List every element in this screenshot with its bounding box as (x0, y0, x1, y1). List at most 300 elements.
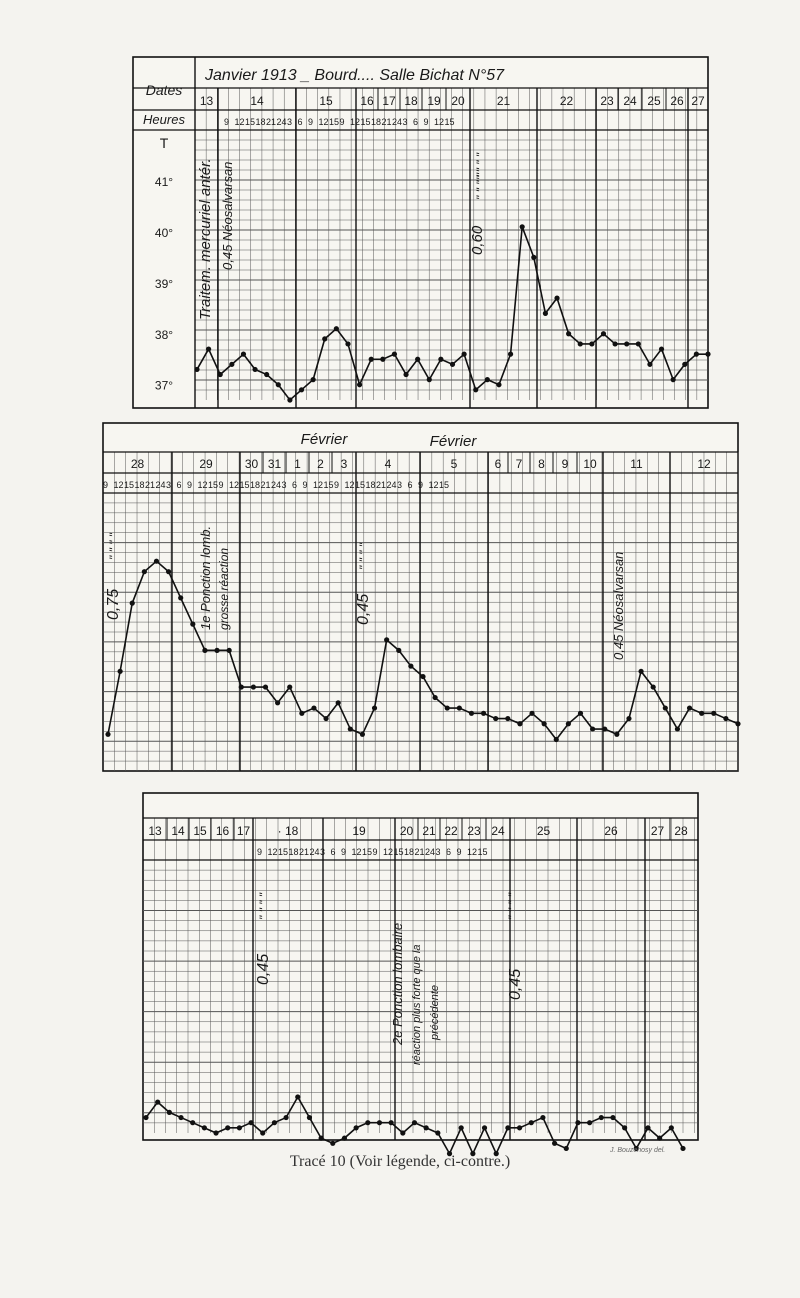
temperature-point (412, 1120, 417, 1125)
date-label: 13 (199, 94, 214, 108)
annotation-text: grosse réaction (217, 547, 231, 630)
hour-label: 15 (439, 480, 450, 490)
hour-label: 24 (271, 480, 282, 490)
hour-label: 18 (365, 480, 376, 490)
temperature-point (206, 346, 211, 351)
annotation-text: " " " " (107, 532, 121, 560)
annotation-text: 0,60 (469, 225, 486, 255)
temperature-point (323, 716, 328, 721)
hour-label: 12 (434, 117, 445, 127)
temperature-point (682, 362, 687, 367)
hour-label: 6 (413, 117, 419, 127)
hour-label: 12 (234, 117, 245, 127)
hour-label: 12 (350, 117, 361, 127)
temperature-point (311, 377, 316, 382)
temperature-point (155, 1099, 160, 1104)
annotation-text: 0,45 (507, 968, 524, 1000)
hour-label: 9 (456, 847, 462, 857)
hour-label: 3 (402, 117, 408, 127)
date-label: 23 (467, 824, 481, 838)
temperature-point (626, 716, 631, 721)
temperature-point (218, 372, 223, 377)
hour-label: 21 (414, 847, 425, 857)
temperature-point (276, 382, 281, 387)
annotation-text: " " " " (474, 172, 488, 200)
temperature-point (469, 711, 474, 716)
hour-label: 24 (386, 480, 397, 490)
temperature-point (408, 663, 413, 668)
temperature-point (659, 346, 664, 351)
temperature-point (380, 357, 385, 362)
temperature-point (445, 705, 450, 710)
temperature-point (166, 569, 171, 574)
temperature-point (687, 705, 692, 710)
temperature-point (360, 732, 365, 737)
temperature-point (694, 352, 699, 357)
date-label: 14 (250, 94, 264, 108)
hour-label: 15 (360, 117, 371, 127)
temperature-point (651, 684, 656, 689)
hour-label: 24 (155, 480, 166, 490)
annotation-text: " " " " (257, 892, 271, 920)
temperature-point (473, 387, 478, 392)
annotation-text: précédente (429, 984, 441, 1040)
hour-label: 12 (113, 480, 124, 490)
annotation-text: 0,45 (255, 953, 272, 985)
temperature-point (564, 1146, 569, 1151)
temperature-point (590, 726, 595, 731)
hour-label: 6 (176, 480, 182, 490)
date-label: 7 (515, 457, 523, 471)
temperature-point (542, 721, 547, 726)
temperature-point (647, 362, 652, 367)
temperature-point (622, 1125, 627, 1130)
temperature-point (575, 1120, 580, 1125)
hour-label: 12 (313, 480, 324, 490)
hour-label: 21 (266, 117, 277, 127)
hour-label: 9 (218, 480, 224, 490)
hour-label: 9 (187, 480, 193, 490)
date-label: 16 (360, 94, 374, 108)
temperature-point (287, 684, 292, 689)
temperature-point (735, 721, 740, 726)
date-label: 21 (422, 824, 436, 838)
temperature-point (287, 397, 292, 402)
hour-label: 15 (278, 847, 289, 857)
date-label: 25 (647, 94, 661, 108)
date-label: · 18 (277, 824, 299, 838)
temperature-point (554, 296, 559, 301)
temperature-point (578, 711, 583, 716)
hour-label: 15 (477, 847, 488, 857)
date-label: 15 (319, 94, 333, 108)
temperature-point (336, 700, 341, 705)
temperature-point (450, 362, 455, 367)
month-label: Février (429, 433, 477, 450)
hour-label: 24 (425, 847, 436, 857)
temperature-point (424, 1125, 429, 1130)
annotation-text: 1e Ponction lomb. (198, 525, 213, 630)
hour-label: 18 (371, 117, 382, 127)
y-tick-label: 37° (154, 378, 174, 393)
hour-label: 3 (287, 117, 293, 127)
hour-label: 15 (245, 117, 256, 127)
date-label: 5 (450, 457, 458, 471)
figure-caption: Tracé 10 (Voir légende, ci-contre.) (289, 1153, 511, 1170)
temperature-point (384, 637, 389, 642)
temperature-point (671, 377, 676, 382)
date-label: 29 (199, 457, 213, 471)
temperature-point (612, 341, 617, 346)
date-label: 9 (561, 457, 569, 471)
hour-label: 12 (428, 480, 439, 490)
temperature-point (403, 372, 408, 377)
temperature-point (263, 684, 268, 689)
temperature-point (587, 1120, 592, 1125)
hour-label: 6 (292, 480, 298, 490)
temperature-point (420, 674, 425, 679)
date-label: 27 (650, 824, 665, 838)
hour-label: 6 (446, 847, 452, 857)
annotation-text: " " " " (474, 152, 488, 180)
temperature-point (396, 648, 401, 653)
temperature-point (229, 362, 234, 367)
temperature-point (264, 372, 269, 377)
temperature-point (554, 737, 559, 742)
temperature-point (118, 669, 123, 674)
date-label: 13 (148, 824, 162, 838)
hour-label: 9 (341, 847, 347, 857)
hour-label: 21 (381, 117, 392, 127)
date-label: 26 (670, 94, 684, 108)
temperature-point (178, 1115, 183, 1120)
date-label: 2 (317, 457, 324, 471)
temperature-point (190, 1120, 195, 1125)
temperature-point (505, 1125, 510, 1130)
hour-label: 6 (407, 480, 413, 490)
temperature-point (311, 705, 316, 710)
temperature-point (330, 1141, 335, 1146)
annotation-text: Traitem. mercuriel antér. (197, 158, 214, 320)
temperature-point (493, 716, 498, 721)
chart-panel-middle (103, 423, 741, 771)
temperature-point (624, 341, 629, 346)
annotation-text: 0,45 (355, 593, 372, 625)
temperature-point (517, 721, 522, 726)
temperature-point (645, 1125, 650, 1130)
temperature-point (459, 1125, 464, 1130)
date-label: 14 (171, 824, 185, 838)
temperature-point (680, 1146, 685, 1151)
hour-label: 15 (355, 480, 366, 490)
hour-label: 9 (257, 847, 263, 857)
temp-header: T (159, 135, 169, 151)
temperature-point (299, 387, 304, 392)
temperature-point (237, 1125, 242, 1130)
temperature-point (599, 1115, 604, 1120)
temperature-point (529, 711, 534, 716)
y-tick-label: 38° (154, 327, 174, 342)
hour-label: 9 (423, 117, 429, 127)
hour-label: 15 (124, 480, 135, 490)
temperature-point (675, 726, 680, 731)
temperature-point (130, 601, 135, 606)
temperature-point (481, 711, 486, 716)
hour-label: 9 (224, 117, 230, 127)
temperature-point (319, 1136, 324, 1141)
temperature-point (248, 1120, 253, 1125)
hours-header: Heures (143, 112, 185, 127)
annotation-text: 2e Ponction lombaire (390, 922, 405, 1045)
hour-label: 18 (250, 480, 261, 490)
temperature-point (377, 1120, 382, 1125)
temperature-point (462, 352, 467, 357)
temperature-point (105, 732, 110, 737)
date-label: 8 (538, 457, 545, 471)
temperature-point (566, 331, 571, 336)
chart-panel-top (133, 57, 711, 408)
temperature-point (295, 1094, 300, 1099)
hour-label: 21 (145, 480, 156, 490)
date-label: 17 (382, 94, 396, 108)
temperature-point (705, 352, 710, 357)
date-label: 3 (340, 457, 348, 471)
temperature-point (143, 1115, 148, 1120)
temperature-point (435, 1130, 440, 1135)
temperature-point (602, 726, 607, 731)
temperature-point (485, 377, 490, 382)
hour-label: 15 (323, 480, 334, 490)
temperature-point (241, 352, 246, 357)
date-label: 12 (697, 457, 711, 471)
temperature-point (227, 648, 232, 653)
annotation-text: réaction plus forte que la (411, 944, 423, 1065)
temperature-point (365, 1120, 370, 1125)
temperature-point (529, 1120, 534, 1125)
temperature-point (342, 1136, 347, 1141)
hour-label: 9 (103, 480, 109, 490)
temperature-point (699, 711, 704, 716)
hour-label: 12 (383, 847, 394, 857)
dates-header: Dates (145, 82, 183, 98)
hour-label: 9 (334, 480, 340, 490)
date-label: 1 (294, 457, 301, 471)
date-label: 15 (193, 824, 207, 838)
temperature-point (601, 331, 606, 336)
hour-label: 21 (299, 847, 310, 857)
temperature-point (392, 352, 397, 357)
date-label: 11 (630, 457, 643, 471)
temperature-point (272, 1120, 277, 1125)
temperature-point (251, 684, 256, 689)
temperature-point (225, 1125, 230, 1130)
temperature-point (438, 357, 443, 362)
date-label: 22 (559, 94, 574, 108)
temperature-point (142, 569, 147, 574)
temperature-point (663, 705, 668, 710)
hour-label: 15 (329, 117, 340, 127)
temperature-point (711, 711, 716, 716)
temperature-point (517, 1125, 522, 1130)
temperature-point (178, 595, 183, 600)
y-tick-label: 40° (154, 225, 174, 240)
hour-label: 3 (397, 480, 403, 490)
hour-label: 24 (392, 117, 403, 127)
date-label: 19 (427, 94, 441, 108)
temperature-point (214, 648, 219, 653)
hour-label: 12 (344, 480, 355, 490)
annotation-text: 0,45 Néosalvarsan (220, 161, 235, 270)
date-label: 30 (244, 457, 259, 471)
temperature-point (505, 716, 510, 721)
hour-label: 12 (351, 847, 362, 857)
temperature-point (496, 382, 501, 387)
date-label: 20 (399, 824, 414, 838)
hour-label: 21 (376, 480, 387, 490)
temperature-point (482, 1125, 487, 1130)
temperature-point (307, 1115, 312, 1120)
hour-label: 9 (339, 117, 345, 127)
date-label: 21 (496, 94, 511, 108)
hour-label: 3 (166, 480, 172, 490)
hour-label: 12 (197, 480, 208, 490)
date-label: 28 (130, 457, 145, 471)
date-label: 24 (623, 94, 637, 108)
date-label: 16 (215, 824, 230, 838)
date-label: 25 (536, 824, 551, 838)
temperature-point (415, 357, 420, 362)
date-label: 19 (352, 824, 366, 838)
date-label: 28 (674, 824, 688, 838)
date-label: 23 (600, 94, 614, 108)
temperature-point (348, 726, 353, 731)
hour-label: 18 (404, 847, 415, 857)
chart-panel-bottom (143, 793, 698, 1156)
temperature-point (531, 255, 536, 260)
temperature-point (322, 336, 327, 341)
annotation-text: " " " " (357, 542, 371, 570)
temperature-point (540, 1115, 545, 1120)
temperature-point (239, 684, 244, 689)
annotation-text: 0,75 (105, 588, 122, 620)
temperature-point (520, 224, 525, 229)
temperature-point (578, 341, 583, 346)
chart-header-title: Janvier 1913 _ Bourd.... Salle Bichat N°57 (205, 67, 505, 84)
date-label: 27 (691, 94, 705, 108)
hour-label: 24 (309, 847, 320, 857)
temperature-point (657, 1136, 662, 1141)
hour-label: 12 (318, 117, 329, 127)
hour-label: 15 (362, 847, 373, 857)
hour-label: 12 (267, 847, 278, 857)
hour-label: 9 (308, 117, 314, 127)
hour-label: 9 (372, 847, 378, 857)
engraver-signature: J. Bouzenosy del. (610, 1147, 666, 1154)
annotation-text: " " " " (506, 892, 520, 920)
hour-label: 15 (208, 480, 219, 490)
temperature-point (202, 648, 207, 653)
temperature-point (457, 705, 462, 710)
temperature-point (433, 695, 438, 700)
temperature-point (372, 705, 377, 710)
temperature-point (190, 622, 195, 627)
date-label: 31 (267, 457, 282, 471)
hour-label: 15 (239, 480, 250, 490)
date-label: 20 (451, 94, 465, 108)
temperature-point (194, 367, 199, 372)
date-label: 6 (494, 457, 502, 471)
date-label: 18 (404, 94, 418, 108)
temperature-point (543, 311, 548, 316)
hour-row (103, 480, 449, 490)
hour-label: 9 (418, 480, 424, 490)
date-label: 24 (491, 824, 505, 838)
temperature-point (154, 559, 159, 564)
hour-label: 3 (320, 847, 326, 857)
temperature-point (610, 1115, 615, 1120)
temperature-point (167, 1110, 172, 1115)
hour-label: 15 (393, 847, 404, 857)
hour-label: 21 (260, 480, 271, 490)
date-label: 26 (604, 824, 618, 838)
temperature-point (636, 341, 641, 346)
y-tick-label: 41° (154, 174, 174, 189)
hour-label: 3 (281, 480, 287, 490)
date-label: 17 (236, 824, 251, 838)
temperature-point (369, 357, 374, 362)
hour-label: 6 (330, 847, 336, 857)
temperature-point (334, 326, 339, 331)
hour-label: 9 (302, 480, 308, 490)
temperature-point (508, 352, 513, 357)
date-label: 22 (444, 824, 458, 838)
temperature-point (299, 711, 304, 716)
temperature-point (213, 1130, 218, 1135)
y-tick-label: 39° (154, 276, 174, 291)
temperature-point (669, 1125, 674, 1130)
hour-label: 15 (444, 117, 455, 127)
temperature-point (275, 700, 280, 705)
hour-label: 12 (467, 847, 478, 857)
temperature-point (427, 377, 432, 382)
temperature-point (357, 382, 362, 387)
date-label: 10 (583, 457, 597, 471)
temperature-point (723, 716, 728, 721)
temperature-point (283, 1115, 288, 1120)
temperature-point (400, 1130, 405, 1135)
temperature-point (260, 1130, 265, 1135)
temperature-point (202, 1125, 207, 1130)
date-label: 4 (384, 457, 392, 471)
temperature-point (354, 1125, 359, 1130)
temperature-point (345, 341, 350, 346)
annotation-text: 0,45 Néosalvarsan (611, 551, 626, 660)
temperature-point (389, 1120, 394, 1125)
temperature-point (566, 721, 571, 726)
hour-label: 3 (435, 847, 441, 857)
temperature-point (252, 367, 257, 372)
hour-label: 6 (297, 117, 303, 127)
hour-label: 18 (134, 480, 145, 490)
hour-label: 12 (229, 480, 240, 490)
hour-label: 18 (255, 117, 266, 127)
temperature-point (614, 732, 619, 737)
temperature-point (552, 1141, 557, 1146)
month-label: Février (300, 431, 348, 448)
temperature-point (589, 341, 594, 346)
temperature-point (638, 669, 643, 674)
hour-label: 18 (288, 847, 299, 857)
